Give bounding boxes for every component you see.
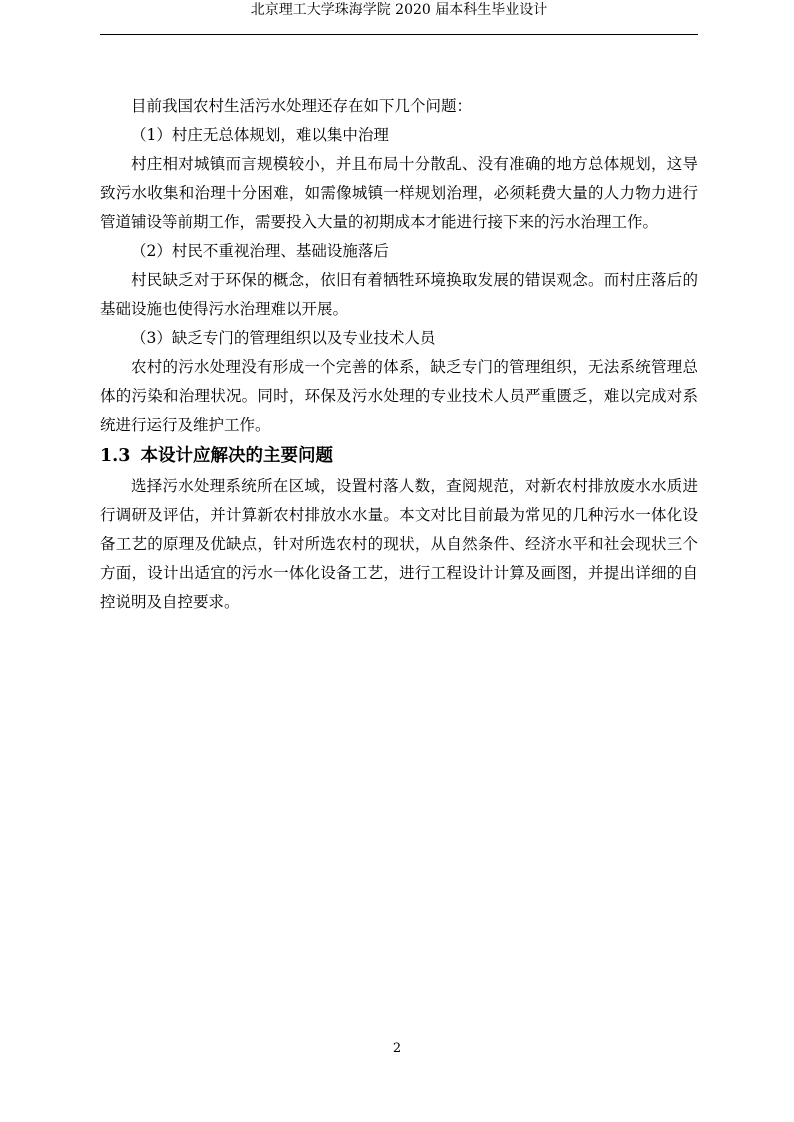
problem-1-title: （1）村庄无总体规划，难以集中治理	[131, 126, 389, 144]
problem-2-text: 村民缺乏对于环保的概念，依旧有着牺牲环境换取发展的错误观念。而村庄落后的基础设施也使得污水治理难以开展。	[100, 271, 698, 318]
problem-1-text: 村庄相对城镇而言规模较小，并且布局十分散乱、没有准确的地方总体规划，这导致污水收集和治理十分困难，如需像城镇一样规划治理，必须耗费大量的人力物力进行管道铺设等前期工作，需要投入大量的初期成本才能进行接下来的污水治理工作。	[100, 155, 698, 231]
section-number: 1.3	[100, 446, 131, 466]
section-paragraph: 选择污水处理系统所在区域，设置村落人数，查阅规范，对新农村排放废水水质进行调研及评估，并计算新农村排放水水量。本文对比目前最为常见的几种污水一体化设备工艺的原理及优缺点，针对所选农村的现状，从自然条件、经济水平和社会现状三个方面，设计出适宜的污水一体化设备工艺，进行工程设计计算及画图，并提出详细的自控说明及自控要求。	[100, 477, 698, 611]
page-header	[100, 0, 698, 35]
section-heading	[100, 440, 698, 472]
header-title: 北京理工大学珠海学院 2020 届本科生毕业设计	[250, 2, 548, 18]
page-number: 2	[392, 1041, 402, 1056]
section-title: 本设计应解决的主要问题	[140, 446, 333, 466]
problem-3-title: （3）缺乏专门的管理组织以及专业技术人员	[131, 329, 436, 347]
page-footer	[0, 1041, 794, 1057]
problem-3-text: 农村的污水处理没有形成一个完善的体系，缺乏专门的管理组织，无法系统管理总体的污染和治理状况。同时，环保及污水处理的专业技术人员严重匮乏，难以完成对系统进行运行及维护工作。	[100, 358, 698, 434]
problem-2-title: （2）村民不重视治理、基础设施落后	[131, 242, 389, 260]
document-body	[100, 92, 698, 617]
intro-paragraph: 目前我国农村生活污水处理还存在如下几个问题：	[131, 97, 473, 115]
